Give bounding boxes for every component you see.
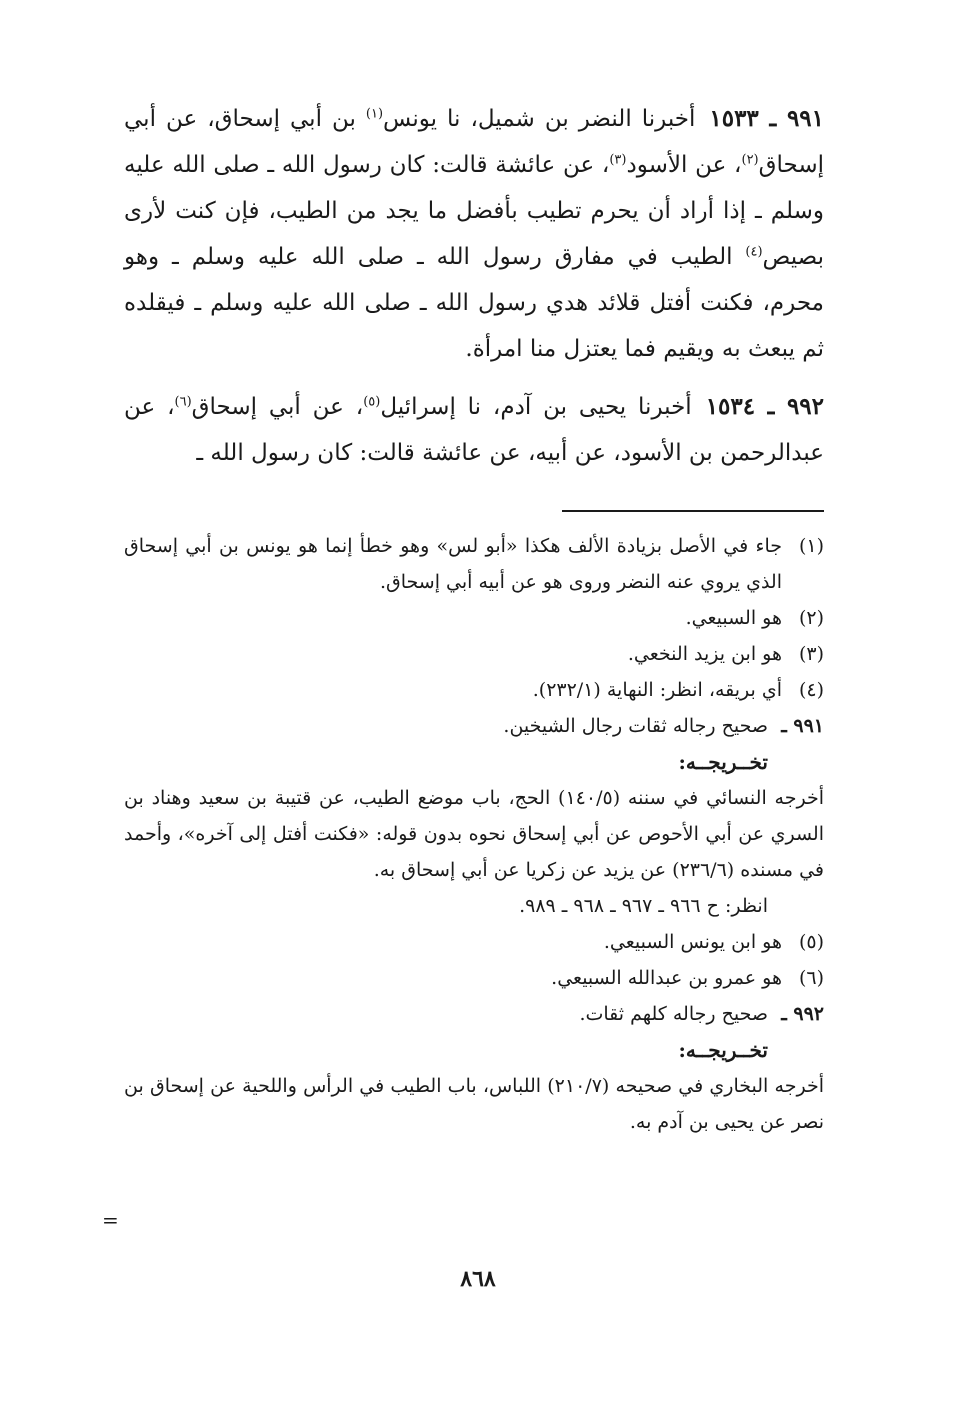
cross-reference: انظر: ح ٩٦٦ ـ ٩٦٧ ـ ٩٦٨ ـ ٩٨٩. xyxy=(519,895,768,917)
footnote-number: (٦) xyxy=(798,967,824,989)
hadith-text: ، عن عبدالرحمن بن الأسود، عن أبيه، عن عائشة قالت: كان رسول الله ـ xyxy=(124,394,824,466)
footnote-number: (١) xyxy=(798,535,824,557)
footnote-marker: (٢) xyxy=(741,152,759,168)
grading-991 xyxy=(124,708,824,744)
takhrij-heading: تخــريجــه: xyxy=(678,750,768,774)
hadith-number: ٩٩١ ـ ١٥٣٣ xyxy=(709,105,825,132)
footnote-number: (٤) xyxy=(798,679,824,701)
footnote-5 xyxy=(124,924,824,960)
hadith-text: ، عن أبي إسحاق xyxy=(191,394,364,420)
footnote-3 xyxy=(124,636,824,672)
footnote-text: جاء في الأصل بزيادة الألف هكذا «أبو لس» وهو خطأ إنما هو يونس بن أبي إسحاق الذي يروي عنه النضر وروى هو عن أبيه أبي إسحاق. xyxy=(124,535,782,593)
footnotes xyxy=(124,528,824,1140)
footnote-text: هو السبيعي. xyxy=(685,607,782,629)
hadith-text: ، عن عائشة قالت: كان رسول الله ـ صلى الله عليه وسلم ـ إذا أراد أن يحرم تطيب بأفضل ما يجد من الطيب، فإن كنت لأرى بصيص xyxy=(124,152,824,270)
footnote-number: (٢) xyxy=(798,607,824,629)
footnote-text: هو ابن يزيد النخعي. xyxy=(627,643,782,665)
footnote-number: (٣) xyxy=(798,643,824,665)
footnote-separator xyxy=(562,510,824,512)
footnote-marker: (٥) xyxy=(363,394,381,410)
footnote-marker: (٤) xyxy=(745,244,763,260)
footnote-marker: (٣) xyxy=(609,152,627,168)
hadith-text: أخبرنا يحيى بن آدم، نا إسرائيل xyxy=(380,394,692,420)
footnote-number: (٥) xyxy=(798,931,824,953)
grading-number: ٩٩١ ـ xyxy=(781,715,824,737)
hadith-text: أخبرنا النضر بن شميل، نا يونس xyxy=(383,106,696,132)
footnote-text: هو ابن يونس السبيعي. xyxy=(603,931,782,953)
hadith-text: بن أبي إسحاق، عن أبي إسحاق xyxy=(124,106,824,178)
hadith-991 xyxy=(124,96,824,372)
main-text xyxy=(124,96,824,488)
page-number: ٨٦٨ xyxy=(460,1266,496,1292)
footnote-text: هو عمرو بن عبدالله السبيعي. xyxy=(551,967,782,989)
footnote-1 xyxy=(124,528,824,600)
footnote-marker: (١) xyxy=(365,106,384,122)
grading-text: صحيح رجاله كلهم ثقات. xyxy=(579,1003,768,1025)
footnote-6 xyxy=(124,960,824,996)
hadith-text: الطيب في مفارق رسول الله ـ صلى الله عليه وسلم ـ وهو محرم، فكنت أفتل قلائد هدي رسول الله ـ صلى الله عليه وسلم ـ فيقلده ثم يبعث به ويقيم فما يعتزل منا امرأة. xyxy=(124,244,824,362)
hadith-992 xyxy=(124,384,824,476)
continuation-mark: = xyxy=(102,1208,119,1232)
grading-number: ٩٩٢ ـ xyxy=(781,1003,824,1025)
takhrij-text: أخرجه النسائي في سننه (١٤٠/٥) الحج، باب موضع الطيب، عن قتيبة بن سعيد وهناد بن السري عن أبي الأحوص عن أبي إسحاق نحوه بدون قوله: «فكنت أفتل إلى آخره»، وأحمد في مسنده (٢٣٦/٦) عن يزيد عن زكريا عن أبي إسحاق به. xyxy=(124,787,824,881)
grading-992 xyxy=(124,996,824,1032)
grading-text: صحيح رجاله ثقات رجال الشيخين. xyxy=(503,715,768,737)
takhrij-text: أخرجه البخاري في صحيحه (٢١٠/٧) اللباس، باب الطيب في الرأس واللحية عن إسحاق بن نصر عن يحيى بن آدم به. xyxy=(124,1075,824,1133)
footnote-4 xyxy=(124,672,824,708)
footnote-2 xyxy=(124,600,824,636)
takhrij-heading: تخــريجــه: xyxy=(678,1038,768,1062)
hadith-text: ، عن الأسود xyxy=(626,152,742,178)
hadith-number: ٩٩٢ ـ ١٥٣٤ xyxy=(705,393,824,420)
footnote-text: أي بريقه، انظر: النهاية (٢٣٢/١). xyxy=(532,679,782,701)
footnote-marker: (٦) xyxy=(174,394,192,410)
